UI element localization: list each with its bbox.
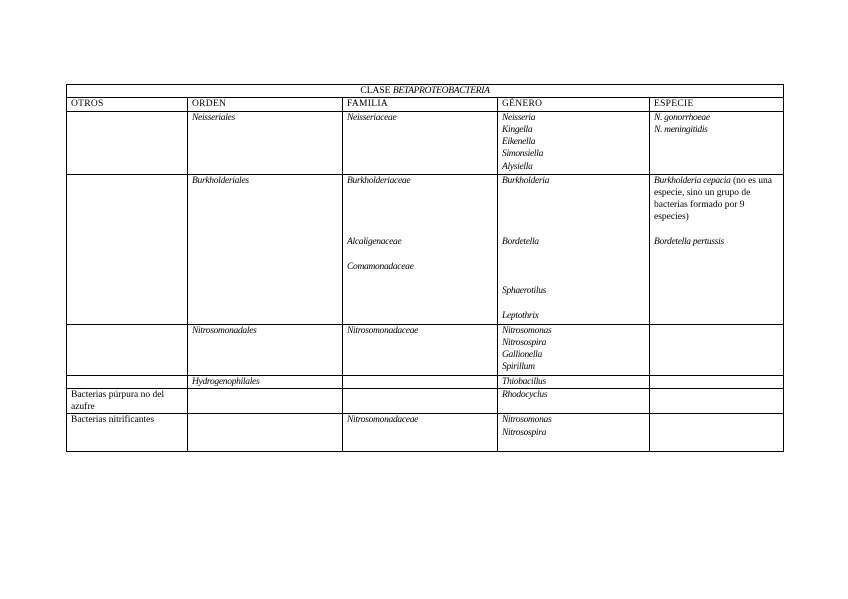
table-row <box>67 388 784 414</box>
cell-orden <box>188 414 343 452</box>
cell-otros <box>67 174 188 324</box>
cell-familia <box>343 388 498 414</box>
familia-name: Alcaligenaceae <box>347 237 402 248</box>
genero-name: Nitrosomonas <box>502 415 552 426</box>
genero-name: Bordetella <box>502 237 539 248</box>
cell-familia <box>343 174 498 324</box>
genero-name: Nitrosospira <box>502 337 547 348</box>
spacer <box>502 298 645 310</box>
title-row <box>67 85 784 98</box>
title-class: BETAPROTEOBACTERIA <box>392 86 490 96</box>
especie-note <box>654 175 779 224</box>
especie-name: N. meningitidis <box>654 124 708 135</box>
cell-otros <box>67 375 188 388</box>
genero-name: Spirillum <box>502 362 535 373</box>
taxonomy-table <box>66 84 784 452</box>
spacer <box>502 224 645 236</box>
table-row <box>67 111 784 174</box>
cell-genero <box>498 375 650 388</box>
otros-label: Bacterias nitrificantes <box>71 415 155 426</box>
orden-name: Nitrosomonadales <box>192 325 257 336</box>
especie-note-species: Burkholderia cepacia <box>654 175 731 186</box>
genero-name: Simonsiella <box>502 149 544 160</box>
familia-name: Nitrosomonadaceae <box>347 325 419 336</box>
genero-name: Nitrosomonas <box>502 325 552 336</box>
genero-name: Eikenella <box>502 137 536 148</box>
table-row <box>67 375 784 388</box>
cell-familia <box>343 375 498 388</box>
cell-familia <box>343 324 498 375</box>
header-genero: GÉNERO <box>498 98 650 111</box>
cell-genero <box>498 388 650 414</box>
table-row <box>67 174 784 324</box>
orden-name: Hydrogenophilales <box>192 376 260 387</box>
spacer <box>502 187 645 199</box>
spacer <box>502 199 645 211</box>
cell-otros <box>67 388 188 414</box>
cell-orden <box>188 388 343 414</box>
familia-name: Neisseriaceae <box>347 112 397 123</box>
genero-name: Sphaerotilus <box>502 286 547 297</box>
table-row <box>67 414 784 452</box>
header-otros: OTROS <box>67 98 188 111</box>
title-prefix: CLASE <box>360 86 391 96</box>
cell-otros <box>67 111 188 174</box>
cell-otros <box>67 324 188 375</box>
genero-name: Thiobacillus <box>502 376 546 387</box>
cell-especie <box>650 375 784 388</box>
especie-name: N. gonorrhoeae <box>654 112 710 123</box>
orden-name: Burkholderiales <box>192 175 249 186</box>
cell-especie <box>650 324 784 375</box>
genero-name: Nitrosospira <box>502 427 547 438</box>
familia-name: Burkholderiaceae <box>347 175 411 186</box>
genero-name: Kingella <box>502 124 533 135</box>
header-familia: FAMILIA <box>343 98 498 111</box>
cell-orden <box>188 111 343 174</box>
table-title <box>67 85 784 98</box>
spacer <box>347 224 493 236</box>
cell-especie <box>650 111 784 174</box>
genero-name: Alysiella <box>502 161 533 172</box>
spacer <box>347 199 493 211</box>
cell-orden <box>188 174 343 324</box>
cell-otros <box>67 414 188 452</box>
familia-name: Nitrosomonadaceae <box>347 415 419 426</box>
spacer <box>502 261 645 273</box>
otros-label: Bacterias púrpura no del azufre <box>71 389 165 413</box>
genero-name: Gallionella <box>502 350 542 361</box>
cell-especie <box>650 388 784 414</box>
spacer <box>502 211 645 223</box>
header-especie: ESPECIE <box>650 98 784 111</box>
cell-familia <box>343 111 498 174</box>
familia-name: Comamonadaceae <box>347 261 414 272</box>
cell-especie <box>650 414 784 452</box>
spacer <box>347 211 493 223</box>
especie-note-text: (no es una especie, sino un grupo de bacterias formado por 9 especies) <box>654 175 772 223</box>
genero-name: Leptothrix <box>502 310 539 321</box>
cell-genero <box>498 414 650 452</box>
spacer <box>654 224 779 236</box>
spacer <box>502 248 645 260</box>
orden-name: Neisseriales <box>192 112 235 123</box>
header-row <box>67 98 784 111</box>
header-orden: ORDEN <box>188 98 343 111</box>
cell-especie <box>650 174 784 324</box>
cell-orden <box>188 375 343 388</box>
genero-name: Neisseria <box>502 112 536 123</box>
cell-genero <box>498 111 650 174</box>
cell-genero <box>498 324 650 375</box>
table-row <box>67 324 784 375</box>
cell-orden <box>188 324 343 375</box>
spacer <box>502 273 645 285</box>
cell-genero <box>498 174 650 324</box>
genero-name: Rhodocyclus <box>502 389 548 400</box>
spacer <box>347 248 493 260</box>
spacer <box>347 187 493 199</box>
genero-name: Burkholderia <box>502 175 550 186</box>
especie-name: Bordetella pertussis <box>654 237 724 248</box>
cell-familia <box>343 414 498 452</box>
